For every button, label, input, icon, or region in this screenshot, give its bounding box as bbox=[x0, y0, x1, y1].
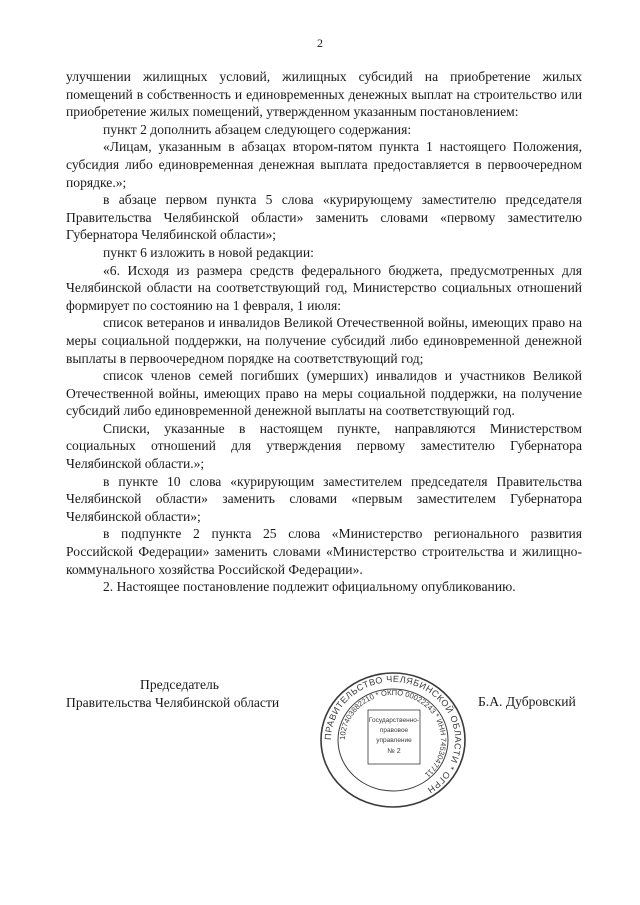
paragraph: пункт 6 изложить в новой редакции: bbox=[103, 244, 314, 260]
paragraph: в пункте 10 слова «курирующим заместителем председателя Правительства Челябинской области» заменить словами «первым заместителем Губернатора Челябинской области»; bbox=[66, 473, 582, 524]
paragraph: список членов семей погибших (умерших) инвалидов и участников Великой Отечественной войны, имеющих право на меры социальной поддержки, на получение субсидий либо единовременной денежной выплаты на соответствующий год. bbox=[66, 368, 582, 419]
page-number: 2 bbox=[317, 36, 323, 50]
paragraph: список ветеранов и инвалидов Великой Отечественной войны, имеющих право на меры социальной поддержки, на получение субсидий либо единовременной денежной выплаты в первоочередном порядке на соответствующий год; bbox=[66, 315, 582, 366]
paragraph: 2. Настоящее постановление подлежит официальному опубликованию. bbox=[103, 579, 516, 595]
seal-center-line2: правовое bbox=[379, 727, 409, 734]
paragraph: улучшении жилищных условий, жилищных субсидий на приобретение жилых помещений в собственность и единовременных денежных выплат на строительство или приобретение жилых помещений, утвержденном указанным постановлением: bbox=[66, 69, 582, 120]
seal-center-line3: управление bbox=[376, 737, 412, 744]
signature-block bbox=[0, 670, 640, 810]
signatory-title bbox=[66, 676, 279, 712]
official-seal bbox=[316, 670, 470, 815]
paragraph: в абзаце первом пункта 5 слова «курирующему заместителю председателя Правительства Челябинской области» заменить словами «первому заместителю Губернатора Челябинской области»; bbox=[66, 192, 582, 243]
signatory-title-line2: Правительства Челябинской области bbox=[66, 695, 280, 710]
paragraph: Списки, указанные в настоящем пункте, направляются Министерством социальных отношений для утверждения первому заместителю Губернатора Челябинской области.»; bbox=[66, 420, 582, 472]
seal-outer-text: ПРАВИТЕЛЬСТВО ЧЕЛЯБИНСКОЙ ОБЛАСТИ * ОГРН bbox=[322, 673, 464, 796]
seal-inner-text: 1027403882210 * ОКПО 00022243 * ИНН 7453047711 bbox=[337, 687, 449, 780]
signatory-title-line1: Председатель bbox=[140, 677, 219, 692]
paragraph: в подпункте 2 пункта 25 слова «Министерство регионального развития Российской Федерации» заменить словами «Министерство строительства и жилищно-коммунального хозяйства Российской Федерации». bbox=[66, 526, 582, 577]
document-body bbox=[66, 68, 582, 596]
paragraph: пункт 2 дополнить абзацем следующего содержания: bbox=[103, 121, 412, 137]
paragraph: «Лицам, указанным в абзацах втором-пятом пункта 1 настоящего Положения, субсидия либо единовременная денежная выплата предоставляется в первоочередном порядке.»; bbox=[66, 139, 582, 190]
signatory-name: Б.А. Дубровский bbox=[478, 694, 576, 709]
seal-center-line4: № 2 bbox=[387, 748, 401, 755]
seal-center-line1: Государственно- bbox=[368, 717, 420, 724]
paragraph: «6. Исходя из размера средств федерального бюджета, предусмотренных для Челябинской области на соответствующий год, Министерство социальных отношений формирует по состоянию на 1 февраля, 1 июля: bbox=[66, 262, 582, 313]
